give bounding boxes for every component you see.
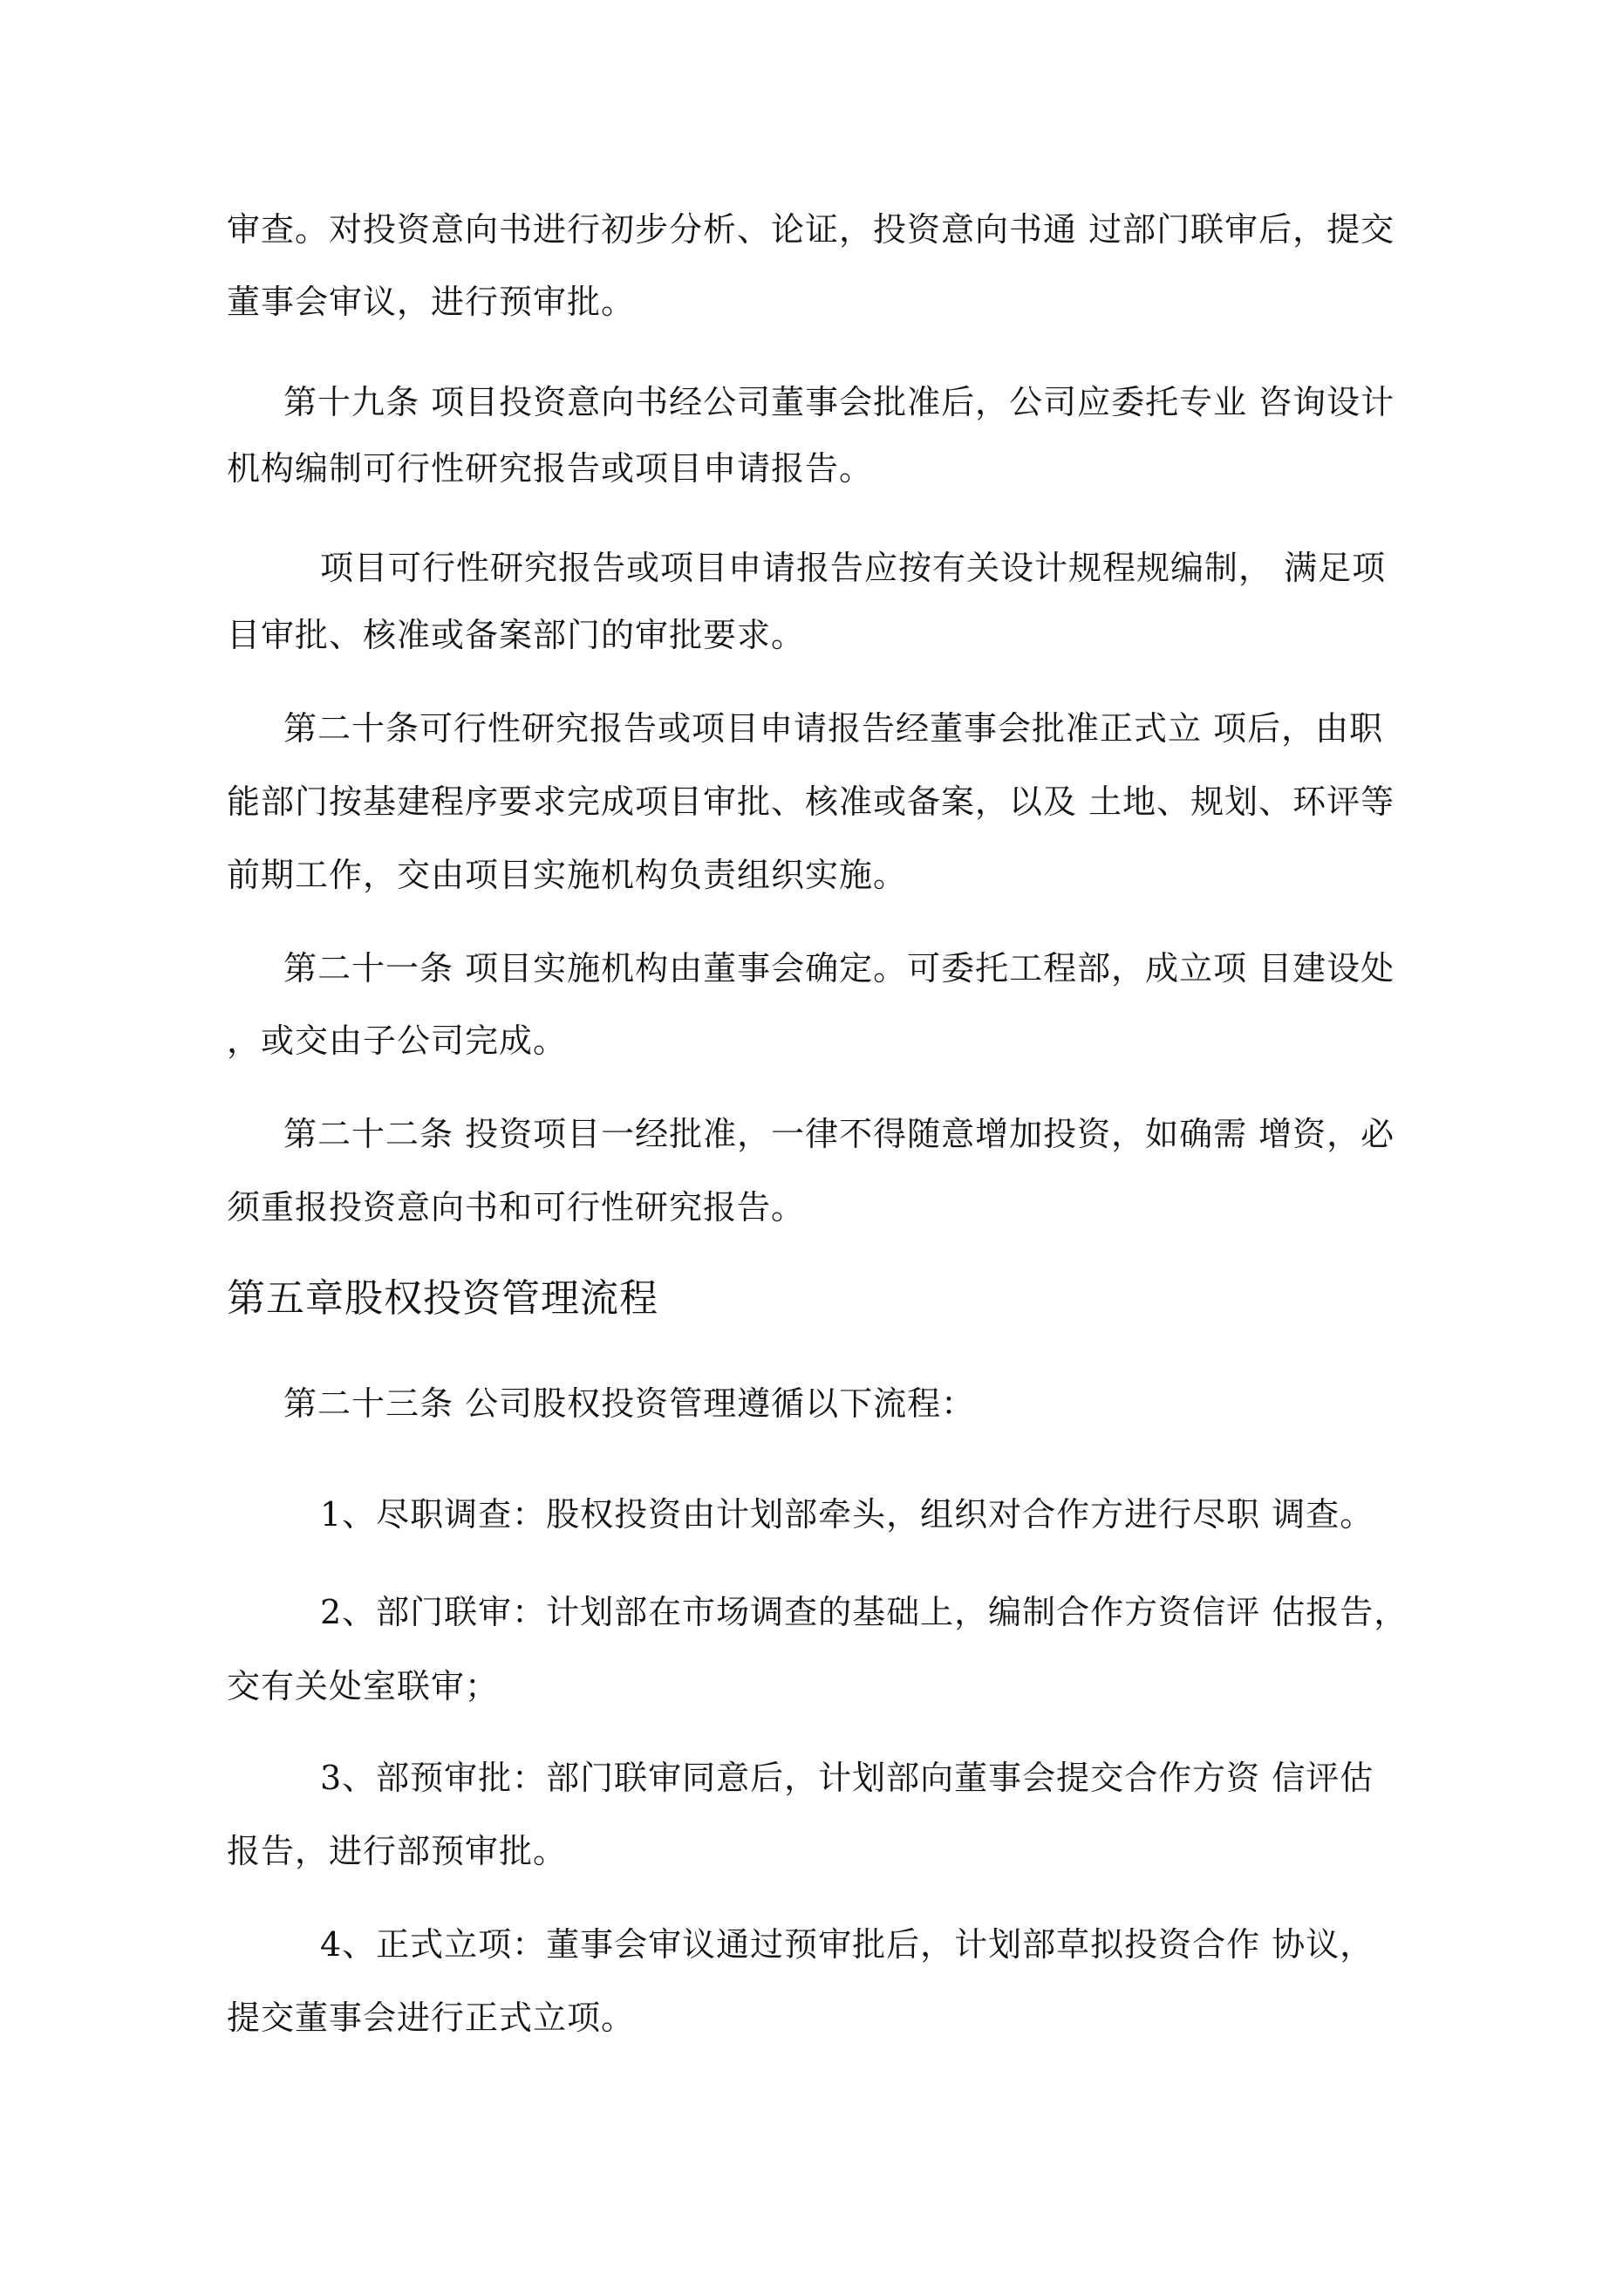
article-19-line-1: 第十九条 项目投资意向书经公司董事会批准后，公司应委托专业 咨询设计 (283, 383, 1395, 421)
step-3-line-2: 报告，进行部预审批。 (227, 1832, 568, 1870)
step-1-line-1: 1、尽职调查：股权投资由计划部牵头，组织对合作方进行尽职 调查。 (320, 1495, 1374, 1534)
step-2-line-2: 交有关处室联审； (227, 1667, 500, 1705)
step-4-line-2: 提交董事会进行正式立项。 (227, 1999, 636, 2037)
paragraph-1-line-1: 审查。对投资意向书进行初步分析、论证，投资意向书通 过部门联审后，提交 (227, 210, 1395, 249)
article-20-line-3: 前期工作，交由项目实施机构负责组织实施。 (227, 856, 908, 894)
article-21-line-1: 第二十一条 项目实施机构由董事会确定。可委托工程部，成立项 目建设处 (283, 949, 1395, 987)
step-3-line-1: 3、部预审批：部门联审同意后，计划部向董事会提交合作方资 信评估 (320, 1759, 1374, 1797)
article-19-line-2: 机构编制可行性研究报告或项目申请报告。 (227, 449, 874, 488)
paragraph-3-line-1: 项目可行性研究报告或项目申请报告应按有关设计规程规编制， 满足项 (320, 549, 1387, 587)
article-23: 第二十三条 公司股权投资管理遵循以下流程： (283, 1384, 976, 1423)
paragraph-1-line-2: 董事会审议，进行预审批。 (227, 283, 636, 321)
article-22-line-2: 须重报投资意向书和可行性研究报告。 (227, 1188, 806, 1227)
article-20-line-1: 第二十条可行性研究报告或项目申请报告经董事会批准正式立 项后，由职 (283, 709, 1384, 748)
step-2-line-1: 2、部门联审：计划部在市场调查的基础上，编制合作方资信评 估报告， (320, 1593, 1408, 1631)
article-22-line-1: 第二十二条 投资项目一经批准，一律不得随意增加投资，如确需 增资，必 (283, 1115, 1395, 1153)
article-20-line-2: 能部门按基建程序要求完成项目审批、核准或备案，以及 土地、规划、环评等 (227, 782, 1395, 821)
article-21-line-2: ，或交由子公司完成。 (227, 1022, 568, 1060)
step-4-line-1: 4、正式立项：董事会审议通过预审批后，计划部草拟投资合作 协议， (320, 1925, 1374, 1964)
chapter-title: 第五章股权投资管理流程 (227, 1276, 658, 1321)
paragraph-3-line-2: 目审批、核准或备案部门的审批要求。 (227, 616, 806, 654)
